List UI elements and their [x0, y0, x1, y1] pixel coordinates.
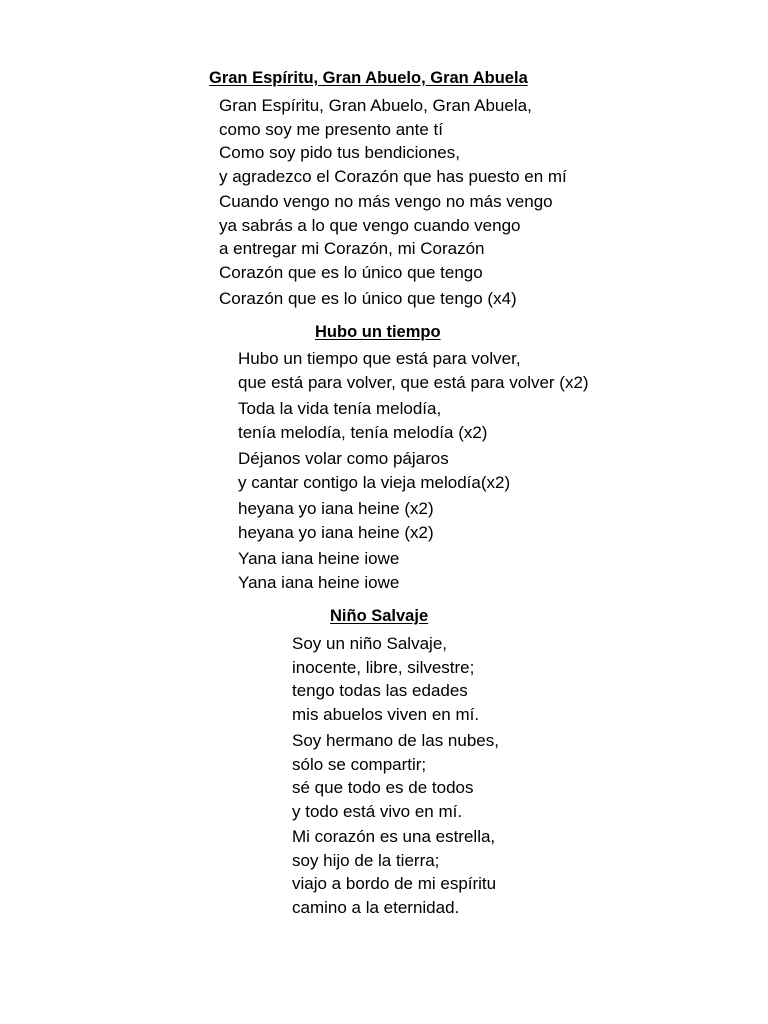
verse-line: Corazón que es lo único que tengo [219, 262, 483, 282]
verse-line: Corazón que es lo único que tengo (x4) [219, 289, 517, 308]
song3-stanza-3 [292, 825, 496, 919]
verse-line: Yana iana heine iowe [238, 549, 400, 568]
verse-line: y todo está vivo en mí. [292, 801, 463, 821]
verse-line: y agradezco el Corazón que has puesto en mí [219, 166, 567, 186]
verse-line: Yana iana heine iowe [238, 572, 400, 592]
verse-line: heyana yo iana heine (x2) [238, 499, 434, 518]
verse-line: heyana yo iana heine (x2) [238, 522, 434, 542]
verse-line: Mi corazón es una estrella, [292, 827, 496, 846]
song3-stanza-2 [292, 729, 499, 823]
verse-line: soy hijo de la tierra; [292, 850, 440, 870]
verse-line: Cuando vengo no más vengo no más vengo [219, 192, 553, 211]
verse-line: tengo todas las edades [292, 681, 468, 700]
verse-line: Soy hermano de las nubes, [292, 731, 499, 750]
verse-line: Como soy pido tus bendiciones, [219, 143, 460, 162]
verse-line: sé que todo es de todos [292, 778, 474, 797]
verse-line: tenía melodía, tenía melodía (x2) [238, 422, 488, 442]
verse-line: ya sabrás a lo que vengo cuando vengo [219, 215, 521, 235]
verse-line: sólo se compartir; [292, 754, 427, 774]
verse-line: inocente, libre, silvestre; [292, 657, 475, 677]
song2-stanza-4 [238, 497, 434, 544]
verse-line: Déjanos volar como pájaros [238, 449, 449, 468]
song-title-nino-salvaje: Niño Salvaje [330, 607, 429, 625]
song2-stanza-2 [238, 397, 487, 444]
song2-stanza-5 [238, 547, 399, 594]
song2-stanza-3 [238, 447, 510, 494]
verse-line: y cantar contigo la vieja melodía(x2) [238, 472, 511, 492]
song1-stanza-3 [219, 287, 517, 311]
song1-stanza-2 [219, 190, 553, 284]
verse-line: como soy me presento ante tí [219, 119, 443, 139]
verse-line: Toda la vida tenía melodía, [238, 399, 442, 418]
song1-stanza-1 [219, 94, 567, 188]
verse-line: viajo a bordo de mi espíritu [292, 874, 497, 893]
verse-line: camino a la eternidad. [292, 897, 460, 917]
song2-stanza-1 [238, 347, 589, 394]
song-title-hubo-un-tiempo: Hubo un tiempo [315, 323, 441, 341]
verse-line: que está para volver, que está para volver (x2) [238, 372, 589, 392]
verse-line: Hubo un tiempo que está para volver, [238, 349, 521, 368]
song-title-gran-espiritu: Gran Espíritu, Gran Abuelo, Gran Abuela [209, 69, 528, 87]
verse-line: Soy un niño Salvaje, [292, 634, 447, 653]
song3-stanza-1 [292, 632, 479, 726]
verse-line: Gran Espíritu, Gran Abuelo, Gran Abuela, [219, 96, 532, 115]
verse-line: mis abuelos viven en mí. [292, 704, 480, 724]
verse-line: a entregar mi Corazón, mi Corazón [219, 239, 485, 258]
